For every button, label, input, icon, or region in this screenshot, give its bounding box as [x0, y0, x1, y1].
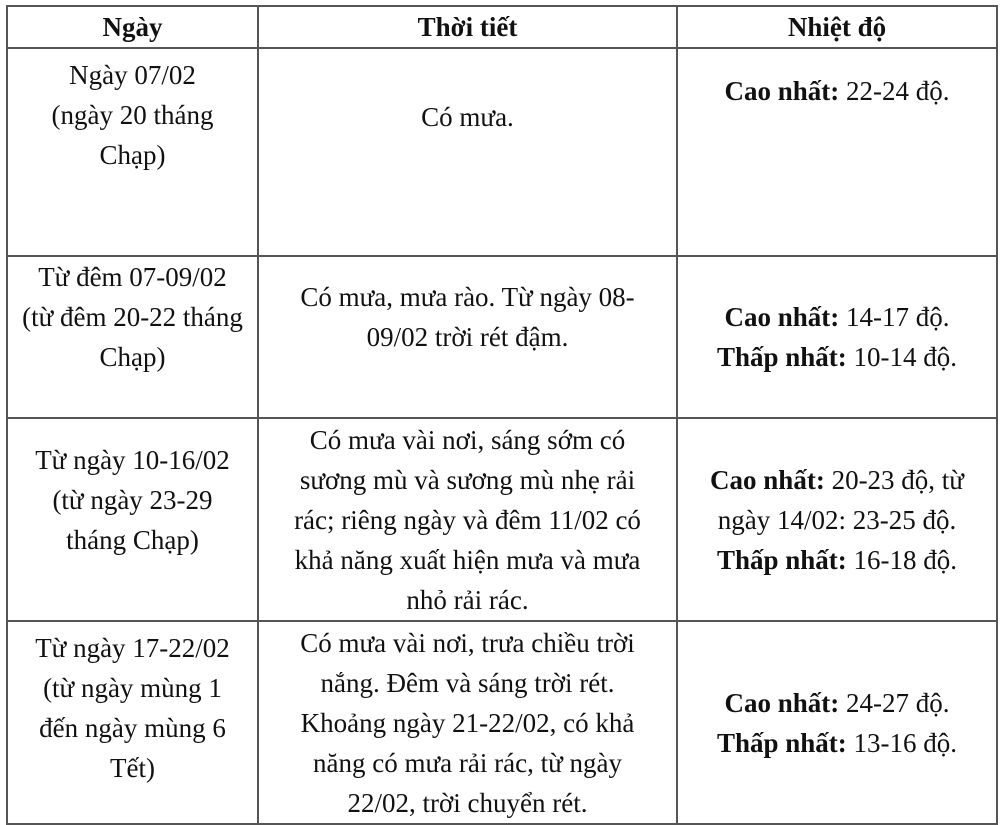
- temperature-line: [680, 71, 994, 111]
- temperature-line: [680, 540, 994, 580]
- column-header-weather: Thời tiết: [258, 6, 677, 48]
- weather-line: nhỏ rải rác.: [406, 584, 529, 615]
- temperature-value: 22-24 độ.: [839, 76, 950, 106]
- date-line: tháng Chạp): [66, 524, 199, 555]
- weather-cell: [258, 418, 677, 621]
- temperature-label: Thấp nhất:: [716, 727, 847, 758]
- temperature-line: [680, 723, 994, 763]
- table-header-row: [7, 6, 997, 48]
- weather-line: năng có mưa rải rác, từ ngày: [313, 747, 622, 778]
- temperature-label: Thấp nhất:: [716, 544, 847, 575]
- weather-cell: [258, 256, 677, 418]
- date-line: (từ đêm 20-22 tháng: [22, 302, 243, 332]
- temperature-line: [680, 500, 994, 540]
- column-header-temperature: Nhiệt độ: [677, 6, 997, 48]
- temperature-value: 20-23 độ, từ: [824, 464, 964, 495]
- weather-line: Có mưa vài nơi, sáng sớm có: [309, 424, 626, 455]
- date-line: Chạp): [99, 140, 166, 170]
- date-line: (ngày 20 tháng: [51, 100, 214, 130]
- temperature-value: 13-16 độ.: [846, 727, 958, 758]
- date-cell: [7, 48, 258, 256]
- date-line: (từ ngày 23-29: [52, 484, 213, 515]
- date-cell: [7, 256, 258, 418]
- weather-line: rác; riêng ngày và đêm 11/02 có: [294, 504, 641, 535]
- column-header-date: Ngày: [7, 6, 258, 48]
- temperature-cell: [677, 418, 997, 621]
- date-line: đến ngày mùng 6: [39, 713, 226, 743]
- weather-line: nắng. Đêm và sáng trời rét.: [320, 667, 615, 698]
- temperature-value: 10-14 độ.: [846, 342, 958, 372]
- temperature-value: 24-27 độ.: [839, 687, 950, 718]
- date-line: Ngày 07/02: [69, 60, 196, 90]
- temperature-cell: [677, 621, 997, 824]
- temperature-value: 16-18 độ.: [846, 544, 958, 575]
- weather-line: 09/02 trời rét đậm.: [366, 322, 569, 352]
- date-cell: [7, 621, 258, 824]
- temperature-value: 14-17 độ.: [839, 302, 950, 332]
- temperature-label: Thấp nhất:: [716, 342, 847, 372]
- temperature-label: Cao nhất:: [724, 687, 840, 718]
- temperature-line: [680, 683, 994, 723]
- table-row: [7, 256, 997, 418]
- weather-line: Có mưa vài nơi, trưa chiều trời: [300, 627, 635, 658]
- date-line: Chạp): [99, 342, 166, 372]
- date-line: Từ ngày 10-16/02: [35, 444, 230, 475]
- weather-line: 22/02, trời chuyển rét.: [347, 787, 588, 818]
- table-row: [7, 418, 997, 621]
- temperature-label: Cao nhất:: [724, 76, 840, 106]
- date-line: Từ ngày 17-22/02: [35, 633, 230, 663]
- table-row: [7, 621, 997, 824]
- temperature-cell: [677, 256, 997, 418]
- table-row: [7, 48, 997, 256]
- weather-cell: [258, 621, 677, 824]
- weather-line: Có mưa.: [421, 102, 514, 132]
- temperature-line: [680, 297, 994, 337]
- weather-line: Khoảng ngày 21-22/02, có khả: [300, 707, 635, 738]
- weather-line: khả năng xuất hiện mưa và mưa: [294, 544, 641, 575]
- temperature-label: Cao nhất:: [710, 464, 825, 495]
- temperature-cell: [677, 48, 997, 256]
- weather-line: Có mưa, mưa rào. Từ ngày 08-: [300, 282, 635, 312]
- temperature-value: ngày 14/02: 23-25 độ.: [717, 504, 957, 535]
- date-line: (từ ngày mùng 1: [43, 673, 222, 703]
- temperature-line: [680, 337, 994, 377]
- weather-forecast-table: [6, 5, 998, 825]
- date-line: Từ đêm 07-09/02: [38, 262, 227, 292]
- weather-line: sương mù và sương mù nhẹ rải: [299, 464, 636, 495]
- date-line: Tết): [110, 753, 155, 783]
- weather-cell: [258, 48, 677, 256]
- temperature-line: [680, 460, 994, 500]
- temperature-label: Cao nhất:: [724, 302, 840, 332]
- date-cell: [7, 418, 258, 621]
